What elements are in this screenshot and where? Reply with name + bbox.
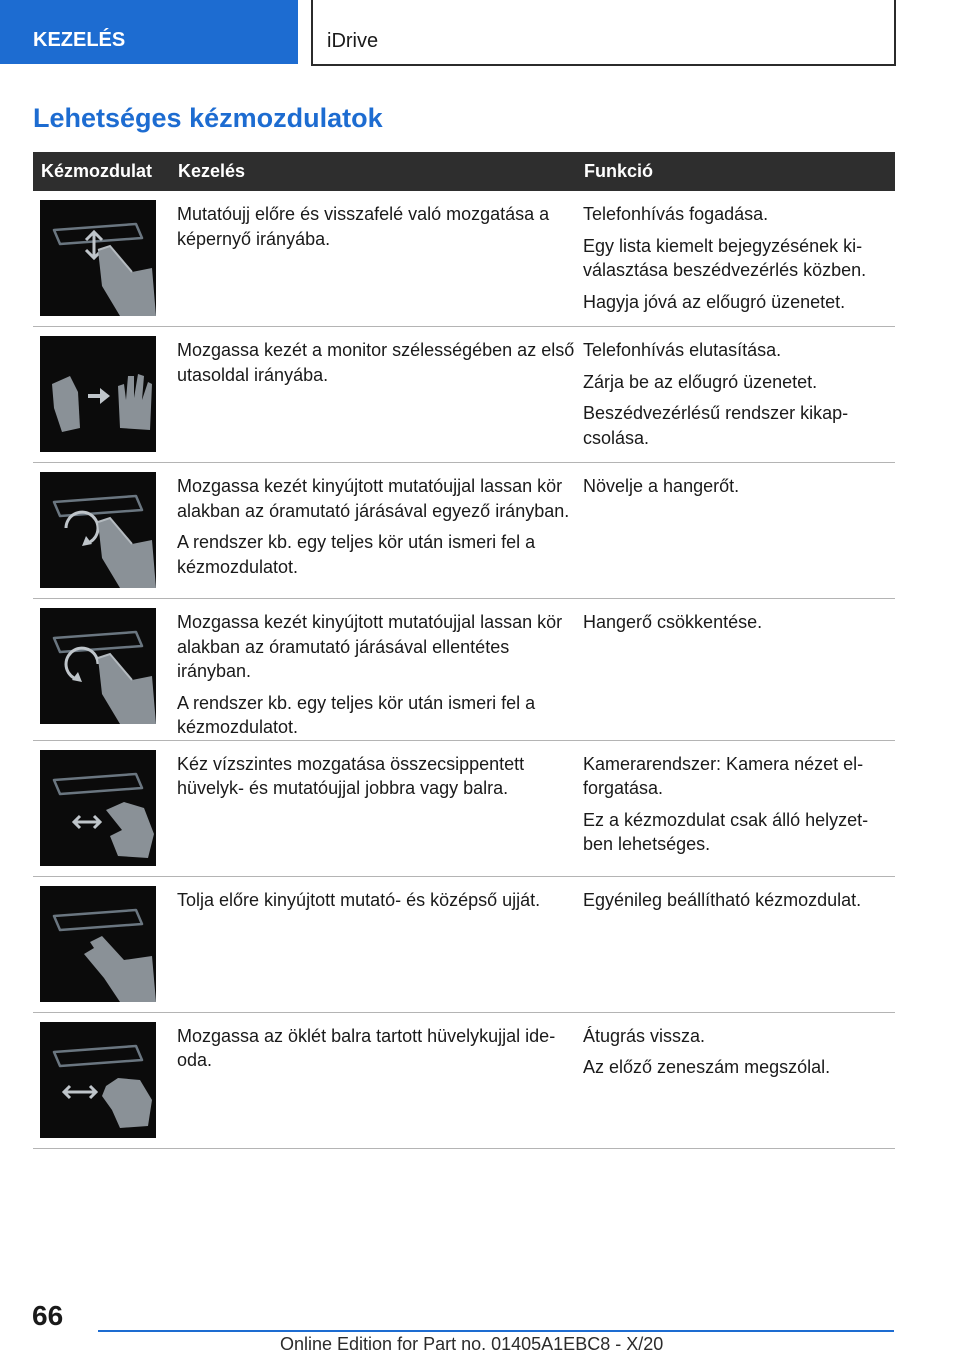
page-number: 66 — [32, 1300, 64, 1331]
function-text: Egy lista kiemelt bejegyzésének kiválasztása beszédvezérlés közben. — [583, 235, 867, 280]
function-text: Telefonhívás elutasítása. — [583, 340, 782, 360]
operation-text: A rendszer kb. egy teljes kör után ismeri fel a kézmozdulatot. — [177, 692, 536, 737]
gesture-cell — [33, 191, 175, 327]
function-text: Egyénileg beállítható kézmozdulat. — [583, 889, 862, 910]
table-row — [33, 1012, 895, 1148]
function-cell — [581, 1012, 895, 1148]
table-row — [33, 463, 895, 599]
operation-cell — [175, 599, 581, 741]
column-header-operation: Kezelés — [175, 152, 581, 191]
operation-text: Kéz vízszintes mozgatása összecsippentett hüvelyk- és mutatóujjal jobbra vagy balra. — [177, 753, 525, 798]
function-text: Kamerarendszer: Kamera nézet elforgatása. — [583, 753, 864, 798]
table-header-row — [33, 152, 895, 191]
operation-text: Mutatóujj előre és visszafelé való mozgatása a képernyő irányába. — [177, 204, 550, 249]
footer-edition: Online Edition for Part no. 01405A1EBC8 - X/20 — [280, 1334, 664, 1354]
swipe-forward-back-gesture-icon — [40, 200, 156, 316]
operation-text: Mozgassa kezét kinyújtott mutatóujjal lassan kör alakban az óramutató járásával egyező irányban. — [177, 476, 570, 521]
function-cell — [581, 599, 895, 741]
table-row — [33, 191, 895, 327]
table-row — [33, 327, 895, 463]
page-title: Lehetséges kézmozdulatok — [33, 103, 383, 133]
fist-thumb-swipe-gesture-icon — [40, 1022, 156, 1138]
two-finger-point-gesture-icon — [40, 886, 156, 1002]
function-text: Beszédvezérlésű rendszer kikapcsolása. — [583, 403, 849, 448]
function-text: Zárja be az előugró üzenetet. — [583, 371, 818, 392]
section-tab: KEZELÉS — [0, 0, 298, 64]
function-text: Telefonhívás fogadása. — [583, 204, 769, 224]
operation-cell — [175, 191, 581, 327]
operation-cell — [175, 327, 581, 463]
function-text: Átugrás vissza. — [583, 1025, 706, 1046]
function-cell — [581, 463, 895, 599]
function-cell — [581, 191, 895, 327]
operation-text: Tolja előre kinyújtott mutató- és középső ujját. — [177, 889, 541, 910]
operation-text: A rendszer kb. egy teljes kör után ismeri fel a kézmozdulatot. — [177, 532, 536, 577]
gesture-cell — [33, 1012, 175, 1148]
circle-counterclockwise-gesture-icon — [40, 608, 156, 724]
chapter-title: iDrive — [311, 0, 896, 66]
function-text: Növelje a hangerőt. — [583, 476, 740, 496]
table-row — [33, 599, 895, 741]
column-header-gesture: Kézmozdulat — [33, 152, 175, 191]
operation-cell — [175, 463, 581, 599]
function-text: Hangerő csökkentése. — [583, 612, 763, 632]
operation-cell — [175, 1012, 581, 1148]
gesture-cell — [33, 327, 175, 463]
operation-text: Mozgassa az öklét balra tartott hüvelykujjal ide-oda. — [177, 1025, 556, 1070]
column-header-function: Funkció — [581, 152, 895, 191]
operation-cell — [175, 876, 581, 1012]
page-header — [0, 0, 960, 66]
function-cell — [581, 740, 895, 876]
gesture-cell — [33, 740, 175, 876]
function-cell — [581, 327, 895, 463]
function-text: Az előző zeneszám megszólal. — [583, 1057, 831, 1077]
function-text: Ez a kézmozdulat csak álló helyzetben lehetséges. — [583, 809, 869, 854]
gesture-cell — [33, 876, 175, 1012]
table-row — [33, 876, 895, 1012]
operation-text: Mozgassa kezét a monitor szélességében az első utasoldal irányába. — [177, 340, 575, 385]
function-cell — [581, 876, 895, 1012]
pinch-swipe-gesture-icon — [40, 750, 156, 866]
hand-swipe-gesture-icon — [40, 336, 156, 452]
footer-divider — [98, 1330, 894, 1332]
gesture-table — [33, 152, 895, 1149]
gesture-cell — [33, 463, 175, 599]
operation-text: Mozgassa kezét kinyújtott mutatóujjal lassan kör alakban az óramutató járásával ellentétes irányban. — [177, 612, 563, 681]
operation-cell — [175, 740, 581, 876]
gesture-cell — [33, 599, 175, 741]
function-text: Hagyja jóvá az előugró üzenetet. — [583, 291, 846, 312]
table-row — [33, 740, 895, 876]
circle-clockwise-gesture-icon — [40, 472, 156, 588]
